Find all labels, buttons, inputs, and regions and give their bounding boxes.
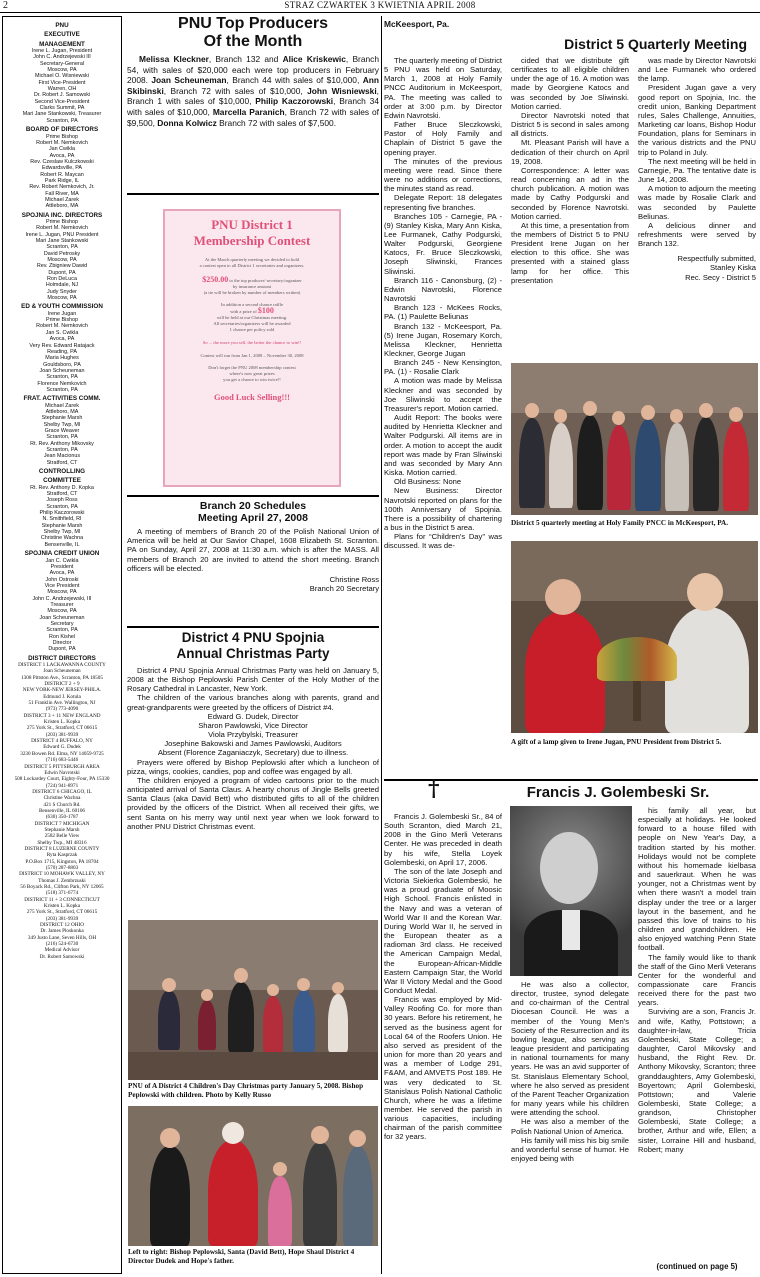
sidebar-heading: DISTRICT DIRECTORS (28, 654, 96, 662)
sidebar-line: First Vice-President (38, 79, 86, 86)
article-paragraph: His family will miss his big smile and wonderful sense of humor. He enjoyed being with (511, 1135, 629, 1163)
sidebar-line: 3230 Bowen Rd. Elma, NY 14059-9725 (20, 750, 104, 757)
sidebar-line: 508 Lockardey Court, Eighty-Four, PA 15330 (14, 776, 110, 783)
article-paragraph: The minutes of the previous meeting were read. Since there were no additions or corrections, the minutes stand as read. (384, 156, 502, 194)
sidebar-line: Prime Bishop (45, 218, 79, 225)
sidebar-line: Jan Cwikla (48, 146, 76, 153)
article-paragraph: He was also a member of the Polish National Union of America. (511, 1117, 629, 1136)
district4-para-1: District 4 PNU Spojnia Annual Christmas Party was held on January 5, 2008 at the Bishop Peplowski Parish Center of the Holy Mother of the Rosary Cathedral in Lancaster, New York. (127, 666, 379, 694)
district4-caption-2: Left to right: Bishop Peplowski, Santa (David Bett), Hope Shaul District 4 Director Dudek and Hope's father. (128, 1248, 355, 1265)
branch20-signature-title: Branch 20 Secretary (309, 584, 379, 594)
sidebar-line: Scranton, PA (46, 447, 78, 453)
producer-text: , Branch 54, with sales of $20,000 each were top producers in February 2008. (127, 54, 379, 86)
signature-line: Stanley Kiska (709, 263, 756, 273)
article-paragraph: cided that we distribute gift certificates to all eligible children under the age of 16. A motion was made by Georgiene Katocs and was seconded by Joe Sliwinski. Motion carried. (511, 56, 629, 111)
sidebar-line: Director (52, 639, 72, 646)
officers-sidebar (2, 16, 122, 1274)
sidebar-line: Joan Scheuneman (43, 668, 81, 675)
page-number: 2 (3, 0, 8, 11)
branch20-title-2: Meeting April 27, 2008 (198, 512, 308, 524)
district4-article (127, 630, 379, 831)
district5-caption-1: District 5 quarterly meeting at Holy Family PNCC in McKeesport, PA. (511, 519, 729, 527)
flyer-more: So ... the more you sell, the better the chance to win!! (202, 340, 302, 345)
sidebar-line: NEW YORK-NEW JERSEY-PHILA. (22, 687, 102, 694)
obituary-column-1 (384, 812, 502, 1274)
branch20-signature-name: Christine Ross (329, 575, 379, 585)
article-paragraph: Branches 105 - Carnegie, PA - (9) Stanley Kiska, Mary Ann Kiska, Lee Furmanek, Cathy Podgurski, Walter Podgurski, Georgiene Katocs, Fr. Bruce Sleczkowski, Joseph Sliwinski, Frances Sliwinski. (384, 211, 502, 276)
sidebar-line: Christine Wachna (43, 795, 81, 802)
district4-title-2: Annual Christmas Party (176, 646, 330, 661)
masthead-line: STRAZ CZWARTEK 3 KWIETNIA APRIL 2008 (284, 0, 476, 10)
sidebar-line: 421 S Church Rd. (43, 801, 81, 808)
sidebar-line: (518) 371-6774 (45, 890, 79, 897)
sidebar-line: Attleboro, MA (45, 408, 79, 415)
sidebar-line: John Ostroski (45, 576, 79, 583)
sidebar-line: Joan Scheuneman (39, 614, 85, 621)
sidebar-line: Irene Jugan (47, 310, 77, 317)
sidebar-line: Maria Hughes (45, 355, 79, 362)
sidebar-heading: MANAGEMENT (39, 40, 85, 48)
article-paragraph: New Business: Director Navrotski reported on plans for the 100th Anniversary of Spojnia. There is a possibility of chartering a bus in the District 5 area. (384, 486, 502, 532)
header-rule (0, 12, 760, 13)
signature-line: Rec. Secy - District 5 (685, 272, 756, 282)
flyer-line-1: At the March quarterly meeting we decided to hold (204, 257, 300, 262)
district5-title: District 5 Quarterly Meeting (564, 36, 747, 52)
sidebar-line: Holmdale, NJ (45, 282, 79, 289)
article-paragraph: The son of the late Joseph and Victoria Siekierka Golembeski, he was a proud graduate of Moosic High School. Francis enlisted in the Navy and was a veteran of World War II and the Korean War. During World War II, he served in the European theater as a radioman 3rd class. He received the American Campaign Medal, the European-African-Middle Eastern Campaign Star, the World War II Victory Medal and the Good Conduct Medal. (384, 866, 502, 995)
sidebar-line: (203) 381-9939 (45, 915, 79, 922)
divider-rule (127, 626, 379, 628)
flyer-prize-amount: $250.00 (202, 275, 229, 284)
district4-officers (127, 712, 379, 758)
district5-caption-2: A gift of a lamp given to Irene Jugan, PNU President from District 5. (511, 738, 722, 746)
sidebar-line: (216) 524-6730 (45, 941, 79, 948)
sidebar-line: Clarks Summit, PA (39, 105, 85, 112)
sidebar-line: DISTRICT 6 CHICAGO, IL (32, 788, 92, 795)
district4-para-4: The children enjoyed a program of video cartoons prior to the much anticipated arrival of Santa Claus. A hearty chorus of Jingle Bells greeted Santa Claus (aka David Bett) who distributed gifts to all of the children provided by the officers of the District. When all received their gifts, we sent Santa on his merry way until next year when we look forward to another PNU District Christmas event. (127, 775, 379, 831)
sidebar-line: Michael Zarek (45, 402, 79, 409)
page-header (0, 0, 760, 12)
producer-name: Melissa Kleckner (139, 54, 209, 64)
sidebar-line: 56 Boyack Rd., Clifton Park, NY 12065 (20, 884, 104, 891)
flyer-prize (165, 275, 339, 284)
sidebar-line: DISTRICT 12 OHIO (40, 922, 84, 929)
sidebar-line: DISTRICT 11 + 3 CONNECTICUT (24, 896, 100, 903)
sidebar-line: Michael Zarek (45, 196, 79, 203)
flyer-line-2: a contest open to all District 1 secretaries and organizers. (199, 263, 305, 268)
sidebar-line: Kristen L. Kopka (43, 903, 81, 910)
sidebar-line: Shelby Twp., MI 48316 (37, 839, 87, 846)
sidebar-line: Edmund J. Kotula (43, 693, 81, 700)
sidebar-heading: SPOJNIA INC. DIRECTORS (21, 211, 103, 219)
sidebar-line: Jan C. Cwikla (45, 557, 79, 564)
signature-line: Respectfully submitted, (677, 254, 756, 264)
sidebar-line: Dr. Robert J. Samowski (33, 92, 91, 99)
sidebar-line: Scranton, PA (46, 503, 78, 510)
sidebar-line: Grace Weaver (44, 427, 80, 434)
article-paragraph: Mt. Pleasant Parish will have a dedication of their church on April 19, 2008. (511, 138, 629, 166)
sidebar-line: Moscow, PA (47, 295, 77, 302)
sidebar-line: Scranton, PA (46, 627, 78, 634)
sidebar-line: Prime Bishop (45, 133, 79, 140)
column-divider (381, 16, 382, 1274)
sidebar-line: Shelby Twp, MI (43, 529, 81, 536)
producer-text: , Branch 72 with sales of $10,000, (163, 85, 308, 96)
sidebar-line: Moscow, PA (47, 67, 77, 74)
sidebar-line: Philip Kaczorowski (39, 510, 85, 517)
article-paragraph: Audit Report: The books were audited by Henrietta Kleckner and Walter Podgurski. All items are in order. A motion to accept the audit report was made by Fran Sliwinski and was seconded by Mary Ann Kiska. Motion carried. (384, 413, 502, 478)
district5-dateline: McKeesport, Pa. (384, 19, 450, 29)
sidebar-line: Scranton, PA (46, 374, 78, 381)
district4-body (127, 666, 379, 831)
flyer-raffle-amount: $100 (257, 306, 274, 315)
sidebar-line: Fall River, MA (45, 190, 79, 197)
sidebar-line: Michael O. Wisniewski (35, 73, 89, 80)
membership-contest-flyer (163, 209, 341, 487)
sidebar-line: Secretary-General (39, 60, 85, 67)
sidebar-line: DISTRICT 1 LACKAWANNA COUNTY (18, 662, 106, 668)
sidebar-line: 275 York St., Stratford, CT 06615 (26, 909, 98, 916)
sidebar-line: N. Smithfield, RI (42, 516, 82, 523)
sidebar-line: Judy Snyder (47, 288, 77, 295)
flyer-forget-1: Don't forget the PNU 2008 membership contest (208, 365, 296, 370)
district4-photo-santa (128, 1106, 378, 1246)
branch20-article (127, 500, 379, 593)
article-paragraph: Francis J. Golembeski Sr., 84 of South Scranton, died March 21, 2008 in the Gino Merli Veterans Center. He was preceded in death by his wife, Stella Loyek Golembeski, on April 17, 2006. (384, 812, 502, 867)
sidebar-heading: BOARD OF DIRECTORS (25, 126, 99, 134)
producer-name: Joan Scheuneman (151, 75, 227, 86)
flyer-prize-text: to the top producer/ secretary/organizer (229, 278, 302, 283)
producer-text: , Branch 1 with sales of $10,000, (127, 85, 379, 107)
sidebar-line: Avoca, PA (49, 152, 75, 159)
sidebar-line: Prime Bishop (45, 317, 79, 324)
flyer-forget-3: you get a chance to win twice!! (223, 377, 281, 382)
continued-note: (continued on page 5) (656, 1262, 738, 1271)
obituary-rule (384, 779, 758, 781)
producer-name: Ann Skibinski (127, 75, 379, 96)
obituary-column-3 (638, 806, 756, 1260)
sidebar-line: Dupont, PA (48, 269, 76, 276)
sidebar-line: DISTRICT 3 + 11 NEW ENGLAND (23, 712, 101, 719)
sidebar-line: Rt. Rev. Anthony D. Kopka (30, 484, 94, 491)
sidebar-line: Gouldsboro, PA (43, 361, 81, 368)
sidebar-line: DISTRICT 5 PITTSBURGH AREA (24, 763, 100, 770)
sidebar-line: Dr. James Ploskonka (40, 928, 84, 935)
sidebar-heading: EXECUTIVE (44, 31, 80, 39)
sidebar-line: Moscow, PA (47, 589, 77, 596)
sidebar-line: Stratford, CT (46, 491, 78, 498)
obituary-title: Francis J. Golembeski Sr. (526, 784, 710, 801)
article-paragraph: The next meeting will be held in Carnegie, Pa. The tentative date is June 14, 2008. (638, 156, 756, 185)
flyer-forget-2: where's now great prizes (229, 371, 275, 376)
district4-para-2: The children of the various branches along with parents, grand and great-grandparents were greeted by the officers of District #4. (127, 693, 379, 712)
sidebar-line: (973) 773-4090 (45, 706, 79, 713)
sidebar-line: Vice President (44, 582, 80, 589)
sidebar-line: Christine Wachna (40, 535, 84, 542)
sidebar-line: Scranton, PA (46, 434, 78, 441)
sidebar-line: DISTRICT 4 BUFFALO, NY (31, 738, 93, 745)
article-paragraph: was made by Director Navrotski and Lee Furmanek who ordered the lamp. (638, 56, 756, 84)
sidebar-line: David Petrosky (43, 250, 81, 257)
flyer-title-2: Membership Contest (193, 233, 311, 248)
producers-title-2: Of the Month (203, 33, 303, 50)
sidebar-line: Irene L. Jugan, President (31, 48, 93, 55)
sidebar-line: Stratford, CT (46, 459, 78, 466)
district4-photo-children (128, 920, 378, 1080)
cross-icon: † (428, 776, 440, 802)
sidebar-line: Scranton, PA (46, 386, 78, 393)
flyer-dates: Contest will run from Jan 1, 2008 – November 30, 2008 (200, 353, 304, 358)
sidebar-line: Stephanie Marsh (41, 415, 83, 422)
sidebar-line: 349 Justo Lane, Seven Hills, OH (27, 934, 97, 941)
district5-signature (638, 254, 756, 281)
sidebar-line: Robert M. Nemkovich (36, 225, 88, 232)
article-paragraph: Director Navrotski noted that District 5 is second in sales among all districts. (511, 110, 629, 139)
sidebar-line: President (50, 563, 74, 570)
sidebar-line: Robert R. Maycan (40, 171, 84, 178)
producer-text: , Branch 44 with sales of $10,000, (226, 75, 363, 86)
sidebar-line: Reading, PA (47, 348, 77, 355)
sidebar-line: Dr. Robert Samowski (39, 953, 85, 960)
sidebar-line: (570) 287-8803 (45, 865, 79, 871)
sidebar-line: Stephanie Marsh (41, 522, 83, 529)
sidebar-line: Avoca, PA (49, 336, 75, 343)
sidebar-line: Medical Advisor (44, 947, 80, 954)
sidebar-line: Edwardsville, PA (41, 165, 83, 172)
sidebar-line: P.O.Box 1715, Kingston, PA 18704 (25, 858, 99, 865)
sidebar-line: Treasurer (50, 601, 74, 608)
sidebar-line: (724) 941-8971 (45, 782, 79, 789)
sidebar-heading: CONTROLLING (38, 468, 86, 476)
district4-officer-line: Absent (Florence Zaganiaczyk, Secretary) due to illness. (157, 748, 349, 758)
article-paragraph: Delegate Report: 18 delegates representing five branches. (384, 193, 502, 212)
producer-text: , Branch 72 with sales of $9,500, (127, 106, 379, 128)
sidebar-line: Rev. Robert Nemkovich, Jr. (29, 184, 95, 191)
sidebar-line: DISTRICT 7 MICHIGAN (34, 820, 90, 827)
flyer-raffle-1: In addition a second chance raffle (220, 302, 284, 307)
article-paragraph: Branch 116 - Canonsburg, (2) - Edwin Navrotski, Florence Navrotski (384, 275, 502, 304)
sidebar-line: Scranton, PA (46, 117, 78, 124)
article-paragraph: The quarterly meeting of District 5 PNU was held on Saturday, March 1, 2008 at Holy Family PNCC Auditorium in McKeesport, PA. The meeting was called to order at 3:00 p.m. by Director Edwin Navrotski. (384, 56, 502, 120)
article-paragraph: A motion to adjourn the meeting was made by Rosalie Clark and was seconded by Paulette Beliunas. (638, 184, 756, 221)
sidebar-line: Secretary (50, 620, 74, 627)
sidebar-line: John C. Andrzejewski, III (32, 595, 92, 602)
sidebar-line: Very Rev. Edward Ratajack (29, 342, 95, 349)
sidebar-heading: COMMITTEE (43, 477, 81, 485)
flyer-good-luck: Good Luck Selling!!! (213, 392, 291, 402)
district5-photo-lamp (511, 541, 758, 733)
sidebar-line: Rev. Zbigniew Dawid (36, 263, 88, 270)
sidebar-line: Irene L. Jugan, PNU President (25, 231, 99, 238)
sidebar-line: Robert M. Nemkovich (36, 323, 88, 330)
article-paragraph: his family all year, but especially at holidays. He looked forward to a house filled with people on New Year's Day, a tradition started by his mother. Holidays would not be complete without his homemade kielbasa and sauerkraut. When he was younger, not a Christmas went by when there wasn't a model train display under the tree or a larger layout in the basement, and he passed this love of trains to his children and grandchildren. He also enjoyed watching Penn State football. (638, 806, 756, 953)
flyer-raffle-2 (165, 308, 339, 315)
sidebar-line: Bensenville, IL 60106 (38, 807, 86, 814)
sidebar-line: Dupont, PA (48, 646, 76, 653)
flyer-raffle-2-text: with a prize of (230, 309, 257, 314)
district5-column-1 (384, 56, 502, 778)
article-paragraph: The family would like to thank the staff of the Gino Merli Veterans Center for the wonderful and compassionate care Francis received there for the past two years. (638, 952, 756, 1008)
article-paragraph: He was also a collector, director, trustee, synod delegate and co-chairman of the Central Diocesan Council. He was a member of the Young Men's Society of the Resurrection and its bowling league, also serving as league president and participating in national tournaments for many years. He was an avid supporter of St. Stanislaus Elementary School, where he also served as president of the Parent Teacher Organization for many years while his children were attending the school. (511, 980, 629, 1118)
sidebar-line: 275 York St., Stratford, CT 06615 (26, 725, 98, 732)
sidebar-heading: PNU (55, 22, 69, 29)
top-producers-article (127, 15, 379, 128)
flyer-raffle-3: will be held at our Christmas meeting. (216, 315, 288, 320)
flyer-raffle-5: 1 chance per policy sold (229, 327, 275, 332)
district5-photo-group (511, 363, 758, 515)
sidebar-line: Ron Kishel (48, 633, 76, 640)
sidebar-line: Robert M. Nemkovich (36, 139, 88, 146)
district5-column-2 (511, 56, 629, 360)
article-paragraph: Surviving are a son, Francis Jr. and wife, Kathy, Pottstown; a daughter-in-law, Tricia Golembeski, State College; a daughter, Carol Mikovsky and husband, the Right Rev. Dr. Anthony Mikovsky, Scranton; three granddaughters, Amy Golembeski, Boyertown; April Golembeski, Pottstown; and Valerie Golembeski, State College; a grandson, Christopher Golembeski, State College; a brother, Arthur and wife, Ellen; a sister, Lorraine Hill and husband, Robert; many (638, 1007, 756, 1154)
sidebar-line: (716) 683-5446 (45, 757, 79, 764)
sidebar-line: Warren, OH (47, 86, 77, 93)
article-paragraph: Plans for “Children's Day” was discussed. It was de- (384, 532, 502, 551)
sidebar-line: Avoca, PA (49, 570, 75, 577)
sidebar-line: Moscow, PA (47, 257, 77, 264)
sidebar-line: Shelby Twp, MI (43, 421, 81, 428)
sidebar-line: Scranton, PA (46, 244, 78, 251)
sidebar-line: Moscow, PA (47, 608, 77, 615)
article-paragraph: Father Bruce Sleczkowski, Pastor of Holy Family and Chaplain of District 5 gave the opening prayer. (384, 120, 502, 157)
branch20-title-1: Branch 20 Schedules (199, 500, 307, 512)
sidebar-line: Jan S. Cwikla (45, 329, 79, 336)
sidebar-line: Second Vice-President (34, 98, 90, 105)
sidebar-line: DISTRICT 8 LUZERNE COUNTY (24, 845, 100, 852)
producer-text: Branch 72 with sales of $7,500. (216, 117, 337, 128)
obituary-column-2 (511, 980, 629, 1274)
sidebar-line: 2582 Belle View (44, 833, 80, 840)
flyer-prize-sub-2: (a tie will be broken by number of members written) (203, 290, 301, 295)
producer-name: John Wisniewski (307, 85, 377, 96)
sidebar-line: (203) 381-9939 (45, 731, 79, 738)
sidebar-heading: SPOJNIA CREDIT UNION (24, 550, 100, 558)
producer-text: , Branch 132 and (208, 54, 283, 64)
sidebar-line: Edward G. Dudek (43, 744, 81, 751)
sidebar-line: 1308 Pittston Ave., Scranton, PA 18505 (21, 674, 103, 681)
producers-title-1: PNU Top Producers (178, 15, 328, 32)
flyer-prize-sub-1: by insurance amount (232, 284, 272, 289)
producer-name: Donna Kolwicz (157, 117, 217, 128)
sidebar-line: Joan Scheuneman (39, 367, 85, 374)
article-paragraph: A delicious dinner and refreshments were served by Branch 132. (638, 220, 756, 249)
producer-text: , Branch 34 with sales of $10,000, (127, 96, 379, 117)
sidebar-line: Mari Jane Stankowski, Treasurer (22, 111, 102, 118)
article-paragraph: President Jugan gave a very good report on Spojnia, Inc. the credit union, Banking Department rules, Sales Challenge, Annuities, Marketing car loans, Bishop Hodur Foundation, plans for Seminars in the various districts and the PNU trip to Poland in July. (638, 83, 756, 157)
sidebar-line: Edwin Navrotski (44, 769, 80, 776)
article-paragraph: Branch 245 - New Kensington, PA. (1) - Rosalie Clark (384, 358, 502, 377)
sidebar-line: Jean Macionus (43, 453, 81, 460)
flyer-frame (127, 193, 379, 497)
obituary-portrait (510, 806, 632, 976)
sidebar-line: Park Ridge, IL (44, 177, 80, 184)
article-paragraph: Francis was employed by Mid-Valley Roofing Co. for more than 30 years. Before his retirement, he served as the business agent for Local 64 of the Roofers Union. He also served as president of the union for more than 20 years and was a member of Lodge 291, F&AM, and AMVETS Post 189. He was very dedicated to St. Stanislaus Polish National Catholic Church, where he was a lifetime member. He served the parish in various capacities, including chairman of the parish committee for 32 years. (384, 995, 502, 1142)
district4-officer-line: Sharon Pawlowski, Vice Director (198, 720, 308, 730)
producer-name: Alice Kriskewic (282, 54, 346, 64)
district4-officer-line: Josephine Bakowski and James Pawlowski, Auditors (164, 739, 342, 749)
sidebar-heading: ED & YOUTH COMMISSION (21, 303, 103, 311)
branch20-body: A meeting of members of Branch 20 of the Polish National Union of America will be held at Our Savior Chapel, 1608 Elizabeth St. Scranton. PA on Sunday, April 27, 2008 at 11:30 a.m. which is after the MASS. All members of Branch 20 are invited to attend the short meeting. Branch officers will be elected. (127, 527, 379, 573)
sidebar-heading: FRAT. ACTIVITIES COMM. (23, 395, 101, 403)
sidebar-line: Stephanie Marsh (44, 826, 80, 833)
sidebar-line: Thomas J. Zembrzuski (38, 877, 86, 884)
sidebar-line: Ron DeLuca (47, 276, 77, 283)
district4-title-1: District 4 PNU Spojnia (181, 630, 325, 645)
article-paragraph: Old Business: None (394, 477, 462, 487)
sidebar-line: Florence Nemkovich (37, 380, 87, 387)
sidebar-line: Rt. Rev. Anthony Mikovsky (30, 440, 94, 447)
article-paragraph: Branch 132 - McKeesport, Pa. (5) Irene Jugan, Rosemary Korch, Melissa Kleckner, Henrietta Kleckner, George Jugan (384, 321, 502, 358)
sidebar-line: Kristen L. Kopka (43, 719, 81, 726)
sidebar-line: 51 Franklin Ave. Wallington, NJ (28, 700, 96, 707)
sidebar-line: Ryta Kasprzak (46, 852, 78, 859)
sidebar-line: Rev. Czeslaw Kulczkowski (30, 158, 94, 165)
district4-officer-line: Edward G. Dudek, Director (207, 711, 299, 721)
article-paragraph: At this time, a presentation from the members of District 5 to PNU President Irene Jugan on her election to this office. She was presented with a stained glass lamp for her office. This presentation (511, 220, 629, 285)
sidebar-line: Attleboro, MA (45, 203, 79, 210)
sidebar-line: Mari Jane Stankowski (35, 238, 89, 244)
sidebar-line: DISTRICT 10 MOHAWK VALLEY, NY (19, 871, 105, 878)
article-paragraph: Correspondence: A letter was read concerning an ad in the church publication. A motion was made by Cathy Podgurski and seconded by Florence Navrotski. Motion carried. (511, 165, 629, 221)
district4-officer-line: Viola Przybylski, Treasurer (208, 730, 298, 740)
district5-column-3 (638, 56, 756, 360)
sidebar-line: (630) 350-1787 (45, 814, 79, 821)
flyer-raffle-4: All secretaries/organizers will be awarded (213, 321, 291, 326)
producers-body (127, 54, 379, 128)
sidebar-line: Bensenville, IL (44, 541, 80, 548)
article-paragraph: Branch 123 - McKees Rocks, PA. (1) Paulette Beliunas (384, 303, 502, 322)
district4-para-3: Prayers were offered by Bishop Peplowski after which a luncheon of pizza, wings, cookies, candies, pop and coffee was engaged by all. (127, 757, 379, 776)
article-paragraph: A motion was made by Melissa Kleckner and was seconded by Joe Sliwinski to accept the Treasurer's report. Motion carried. (384, 376, 502, 413)
district4-caption-1: PNU of A District 4 Children's Day Christmas party January 5, 2008. Bishop Peplowski with children. Photo by Kelly Russo (128, 1082, 364, 1099)
sidebar-line: DISTRICT 2 + 9 (44, 681, 80, 688)
producer-name: Marcella Paranich (212, 106, 285, 117)
sidebar-line: Joseph Ross (46, 497, 78, 504)
sidebar-line: John C. Andrzejewski III (33, 54, 91, 61)
producer-name: Philip Kaczorowski (255, 96, 334, 107)
flyer-title-1: PNU District 1 (211, 217, 293, 232)
